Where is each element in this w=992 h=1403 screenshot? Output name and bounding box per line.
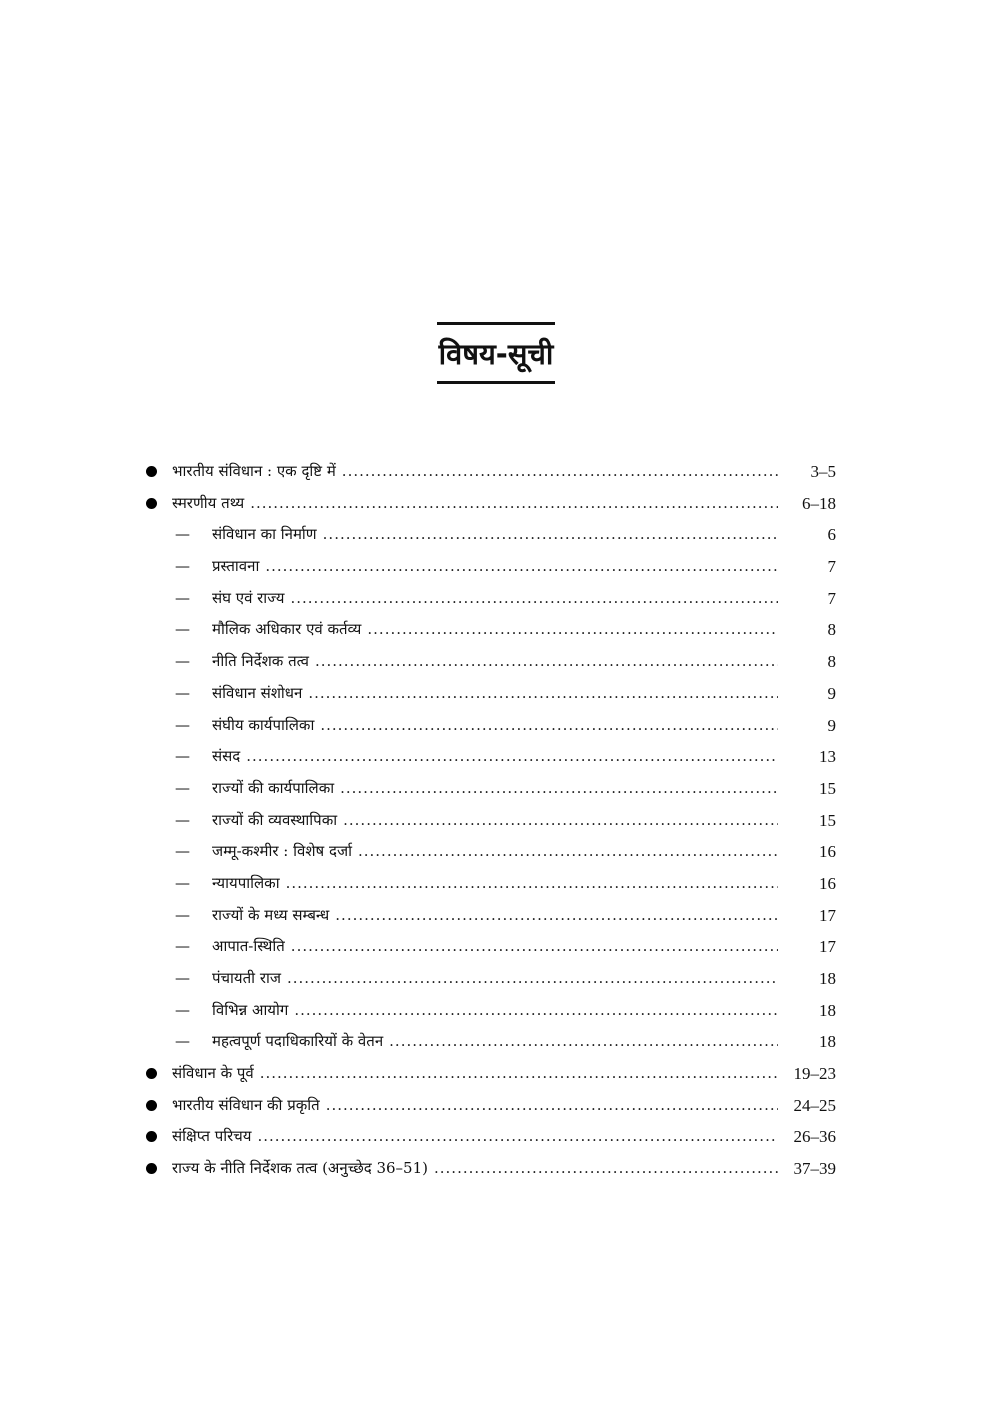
toc-entry[interactable] <box>140 868 840 900</box>
toc-entry-label: प्रस्तावना <box>212 557 260 576</box>
toc-entry-text <box>172 1090 778 1122</box>
toc-entry-text <box>172 1058 778 1090</box>
toc-entry[interactable] <box>140 773 840 805</box>
toc-entry[interactable] <box>140 488 840 520</box>
dot-leader <box>291 931 778 963</box>
toc-entry-label: आपात-स्थिति <box>212 937 285 956</box>
toc-entry[interactable] <box>140 1026 840 1058</box>
toc-entry-text <box>212 678 778 710</box>
toc-page-number: 26–36 <box>793 1127 836 1147</box>
toc-page-number: 7 <box>827 557 836 577</box>
toc-page-number: 18 <box>819 1032 836 1052</box>
toc-entry-label: राज्यों की कार्यपालिका <box>212 778 335 797</box>
dash-marker: — <box>175 1000 190 1019</box>
toc-entry[interactable] <box>140 1153 840 1185</box>
toc-entry[interactable] <box>140 551 840 583</box>
toc-entry[interactable] <box>140 614 840 646</box>
toc-entry-text <box>212 646 778 678</box>
toc-entry-text <box>172 488 778 520</box>
toc-entry[interactable] <box>140 741 840 773</box>
toc-page-number: 17 <box>819 905 836 925</box>
title-block <box>0 322 992 384</box>
bullet-icon <box>146 1131 157 1142</box>
dash-marker: — <box>175 1032 190 1051</box>
toc-entry-text <box>212 583 778 615</box>
dot-leader <box>323 519 778 551</box>
dot-leader <box>389 1026 778 1058</box>
toc-entry[interactable] <box>140 963 840 995</box>
dot-leader <box>246 741 778 773</box>
toc-entry-label: संविधान का निर्माण <box>212 525 317 544</box>
toc-entry-label: जम्मू-कश्मीर : विशेष दर्जा <box>212 842 352 861</box>
toc-entry-text <box>212 1026 778 1058</box>
toc-entry-text <box>212 836 778 868</box>
dot-leader <box>358 836 778 868</box>
toc-page-number: 3–5 <box>810 462 836 481</box>
toc-entry[interactable] <box>140 995 840 1027</box>
toc-page-number: 8 <box>827 652 836 672</box>
toc-page-number: 9 <box>827 683 836 703</box>
toc-page-number: 16 <box>819 842 836 862</box>
dot-leader <box>260 1058 778 1090</box>
toc-page-number: 18 <box>819 969 836 988</box>
toc-entry-label: न्यायपालिका <box>212 873 280 892</box>
toc-page-number: 9 <box>827 715 836 735</box>
dot-leader <box>342 456 778 488</box>
toc-page-number: 6 <box>827 525 836 545</box>
toc-entry-label: संघीय कार्यपालिका <box>212 715 315 734</box>
dash-marker: — <box>175 588 190 607</box>
dot-leader <box>340 773 778 805</box>
dash-marker: — <box>175 652 190 671</box>
toc-entry-label: राज्य के नीति निर्देशक तत्व (अनुच्छेद 36–51) <box>172 1159 428 1178</box>
toc-entry-text <box>212 931 778 963</box>
dot-leader <box>320 710 778 742</box>
toc-entry[interactable] <box>140 456 840 488</box>
toc-page-number: 15 <box>819 778 836 798</box>
dash-marker: — <box>175 778 190 797</box>
toc-entry-text <box>212 551 778 583</box>
dash-marker: — <box>175 620 190 639</box>
toc-entry-text <box>212 963 778 995</box>
toc-entry-text <box>172 1121 778 1153</box>
toc-entry[interactable] <box>140 836 840 868</box>
toc-page-number: 17 <box>819 937 836 957</box>
toc-page-number: 13 <box>819 747 836 767</box>
toc-entry[interactable] <box>140 1121 840 1153</box>
bullet-icon <box>146 1163 157 1174</box>
dash-marker: — <box>175 969 190 987</box>
dot-leader <box>326 1090 778 1122</box>
toc-entry[interactable] <box>140 710 840 742</box>
toc-entry-label: संसद <box>212 747 241 766</box>
toc-entry-text <box>212 805 778 837</box>
dot-leader <box>343 805 778 837</box>
page-title: विषय-सूची <box>437 322 556 384</box>
dot-leader <box>250 488 778 520</box>
toc-entry-label: नीति निर्देशक तत्व <box>212 652 309 671</box>
bullet-icon <box>146 1068 157 1079</box>
toc-entry-text <box>212 519 778 551</box>
toc-entry[interactable] <box>140 1058 840 1090</box>
dot-leader <box>308 678 778 710</box>
dash-marker: — <box>175 905 190 924</box>
toc-entry[interactable] <box>140 805 840 837</box>
dot-leader <box>335 900 778 932</box>
toc-entry-text <box>212 773 778 805</box>
dash-marker: — <box>175 557 190 576</box>
dot-leader <box>315 646 778 678</box>
toc-entry-label: संघ एवं राज्य <box>212 588 285 607</box>
bullet-icon <box>146 498 157 509</box>
toc-entry[interactable] <box>140 646 840 678</box>
toc-entry-label: विभिन्न आयोग <box>212 1000 289 1019</box>
toc-entry-text <box>212 868 778 900</box>
dot-leader <box>294 995 778 1027</box>
toc-page-number: 24–25 <box>793 1095 836 1115</box>
toc-entry[interactable] <box>140 931 840 963</box>
toc-entry-label: भारतीय संविधान : एक दृष्टि में <box>172 462 336 480</box>
toc-page-number: 18 <box>819 1000 836 1020</box>
toc-entry-text <box>172 1153 778 1185</box>
toc-page-number: 37–39 <box>793 1159 836 1179</box>
toc-page-number: 15 <box>819 810 836 830</box>
dot-leader <box>265 551 778 583</box>
toc-entry[interactable] <box>140 678 840 710</box>
toc-page-number: 6–18 <box>802 493 836 513</box>
toc-entry-label: स्मरणीय तथ्य <box>172 493 245 512</box>
toc-entry-text <box>212 741 778 773</box>
bullet-icon <box>146 1100 157 1111</box>
toc-entry-label: संक्षिप्त परिचय <box>172 1127 252 1146</box>
toc-entry-label: राज्यों के मध्य सम्बन्ध <box>212 905 330 924</box>
dash-marker: — <box>175 683 190 702</box>
bullet-icon <box>146 466 157 477</box>
toc-entry[interactable] <box>140 583 840 615</box>
toc-entry-label: मौलिक अधिकार एवं कर्तव्य <box>212 620 362 639</box>
toc-entry-text <box>212 995 778 1027</box>
toc-entry-label: पंचायती राज <box>212 969 281 987</box>
dash-marker: — <box>175 715 190 734</box>
dash-marker: — <box>175 525 190 544</box>
toc-entry-text <box>172 456 778 488</box>
dash-marker: — <box>175 873 190 892</box>
dot-leader <box>286 868 778 900</box>
toc-page-number: 19–23 <box>793 1064 836 1084</box>
toc-entry-text <box>212 900 778 932</box>
toc-page-number: 16 <box>819 873 836 893</box>
toc-entry[interactable] <box>140 519 840 551</box>
dot-leader <box>290 583 778 615</box>
dash-marker: — <box>175 810 190 829</box>
dot-leader <box>287 963 778 995</box>
dash-marker: — <box>175 747 190 766</box>
toc-entry-label: भारतीय संविधान की प्रकृति <box>172 1095 320 1114</box>
toc-entry-label: राज्यों की व्यवस्थापिका <box>212 810 338 829</box>
dot-leader <box>434 1153 778 1185</box>
dash-marker: — <box>175 937 190 956</box>
dot-leader <box>367 614 778 646</box>
dash-marker: — <box>175 842 190 861</box>
toc-page-number: 8 <box>827 620 836 640</box>
toc-entry[interactable] <box>140 900 840 932</box>
table-of-contents <box>140 456 840 1185</box>
toc-entry[interactable] <box>140 1090 840 1122</box>
toc-entry-label: संविधान संशोधन <box>212 683 303 702</box>
toc-entry-text <box>212 710 778 742</box>
toc-entry-text <box>212 614 778 646</box>
toc-entry-label: महत्वपूर्ण पदाधिकारियों के वेतन <box>212 1032 384 1051</box>
toc-entry-label: संविधान के पूर्व <box>172 1064 254 1083</box>
dot-leader <box>257 1121 778 1153</box>
toc-page-number: 7 <box>827 588 836 608</box>
